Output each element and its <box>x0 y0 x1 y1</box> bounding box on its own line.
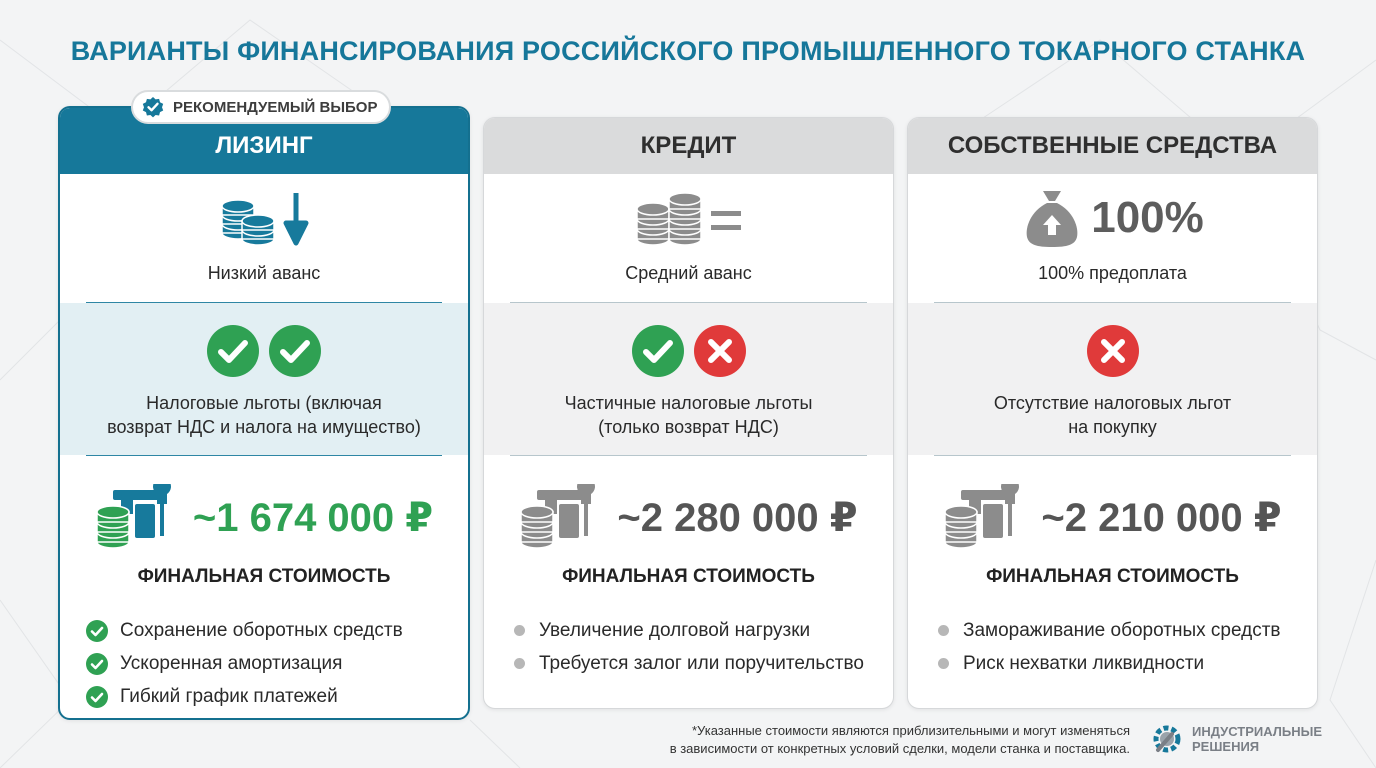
advance-value: 100% <box>1091 193 1204 242</box>
page-title: ВАРИАНТЫ ФИНАНСИРОВАНИЯ РОССИЙСКОГО ПРОМЫШЛЕННОГО ТОКАРНОГО СТАНКА <box>70 36 1306 66</box>
benefits-list <box>60 614 403 713</box>
footnote-line: в зависимости от конкретных условий сделки, модели станка и поставщика. <box>669 741 1130 756</box>
company-logo <box>1150 722 1322 756</box>
tax-section <box>484 303 893 455</box>
cross-circle-icon <box>1087 325 1139 377</box>
gray-dot-icon <box>938 658 949 669</box>
advance-label: Средний аванс <box>625 263 752 283</box>
advance-section <box>908 174 1317 302</box>
tax-label-line: Налоговые льготы (включая <box>146 393 382 413</box>
money-bag-icon <box>1021 187 1083 249</box>
cost-section <box>60 456 468 713</box>
gray-dot-icon <box>514 658 525 669</box>
list-item <box>86 680 403 713</box>
tax-section <box>60 303 468 455</box>
logo-text-line: ИНДУСТРИАЛЬНЫЕ <box>1192 724 1323 739</box>
tax-label-line: (только возврат НДС) <box>598 417 779 437</box>
tax-label-line: Частичные налоговые льготы <box>564 393 813 413</box>
list-item <box>934 647 1281 680</box>
coins-equal-icon <box>633 191 745 249</box>
tax-label <box>565 391 813 439</box>
cross-circle-icon <box>694 325 746 377</box>
advance-label: Низкий аванс <box>207 263 321 283</box>
green-check-icon <box>86 686 108 708</box>
green-check-icon <box>86 620 108 642</box>
check-circle-icon <box>269 325 321 377</box>
final-cost-label: ФИНАЛЬНАЯ СТОИМОСТЬ <box>986 566 1239 587</box>
list-item-text: Риск нехватки ликвидности <box>963 652 1205 674</box>
list-item <box>86 614 403 647</box>
tax-label-line: Отсутствие налоговых льгот <box>993 393 1232 413</box>
list-item-text: Гибкий график платежей <box>120 685 338 707</box>
card-credit <box>483 117 894 709</box>
advance-section <box>60 174 468 302</box>
list-item <box>510 647 864 680</box>
price-value: ~1 674 000 ₽ <box>192 496 434 540</box>
price-value: ~2 280 000 ₽ <box>617 496 858 540</box>
gear-wrench-logo-icon <box>1150 722 1184 756</box>
cost-section <box>484 456 893 680</box>
tax-label <box>107 391 421 439</box>
advance-section <box>484 174 893 302</box>
badge-check-icon <box>141 95 165 119</box>
advance-label: 100% предоплата <box>1038 263 1187 283</box>
gray-dot-icon <box>514 625 525 636</box>
final-cost-label: ФИНАЛЬНАЯ СТОИМОСТЬ <box>137 566 391 587</box>
machine-cost-icon <box>519 484 603 552</box>
recommended-badge <box>131 90 391 124</box>
tax-section <box>908 303 1317 455</box>
gray-dot-icon <box>938 625 949 636</box>
list-item-text: Сохранение оборотных средств <box>120 619 403 641</box>
check-circle-icon <box>632 325 684 377</box>
list-item-text: Замораживание оборотных средств <box>963 619 1281 641</box>
drawbacks-list <box>908 614 1281 680</box>
machine-cost-icon <box>95 484 179 552</box>
footnote <box>560 722 1130 758</box>
price-value: ~2 210 000 ₽ <box>1041 496 1282 540</box>
green-check-icon <box>86 653 108 675</box>
list-item <box>86 647 403 680</box>
list-item-text: Ускоренная амортизация <box>120 652 343 674</box>
list-item-text: Увеличение долговой нагрузки <box>539 619 811 641</box>
card-own-funds <box>907 117 1318 709</box>
cost-section <box>908 456 1317 680</box>
footnote-line: *Указанные стоимости являются приблизительными и могут изменяться <box>691 723 1130 738</box>
tax-label <box>994 391 1231 439</box>
card-header: КРЕДИТ <box>484 118 893 174</box>
coins-down-arrow-icon <box>216 191 312 249</box>
check-circle-icon <box>207 325 259 377</box>
list-item <box>934 614 1281 647</box>
card-header: ЛИЗИНГ <box>60 108 468 174</box>
list-item <box>510 614 864 647</box>
drawbacks-list <box>484 614 864 680</box>
tax-label-line: возврат НДС и налога на имущество) <box>107 417 421 437</box>
list-item-text: Требуется залог или поручительство <box>539 652 864 674</box>
tax-label-line: на покупку <box>1068 417 1157 437</box>
card-header: СОБСТВЕННЫЕ СРЕДСТВА <box>908 118 1317 174</box>
card-leasing <box>58 106 470 720</box>
final-cost-label: ФИНАЛЬНАЯ СТОИМОСТЬ <box>562 566 815 587</box>
badge-label: РЕКОМЕНДУЕМЫЙ ВЫБОР <box>173 98 378 116</box>
machine-cost-icon <box>943 484 1027 552</box>
logo-text-line: РЕШЕНИЯ <box>1192 739 1260 754</box>
